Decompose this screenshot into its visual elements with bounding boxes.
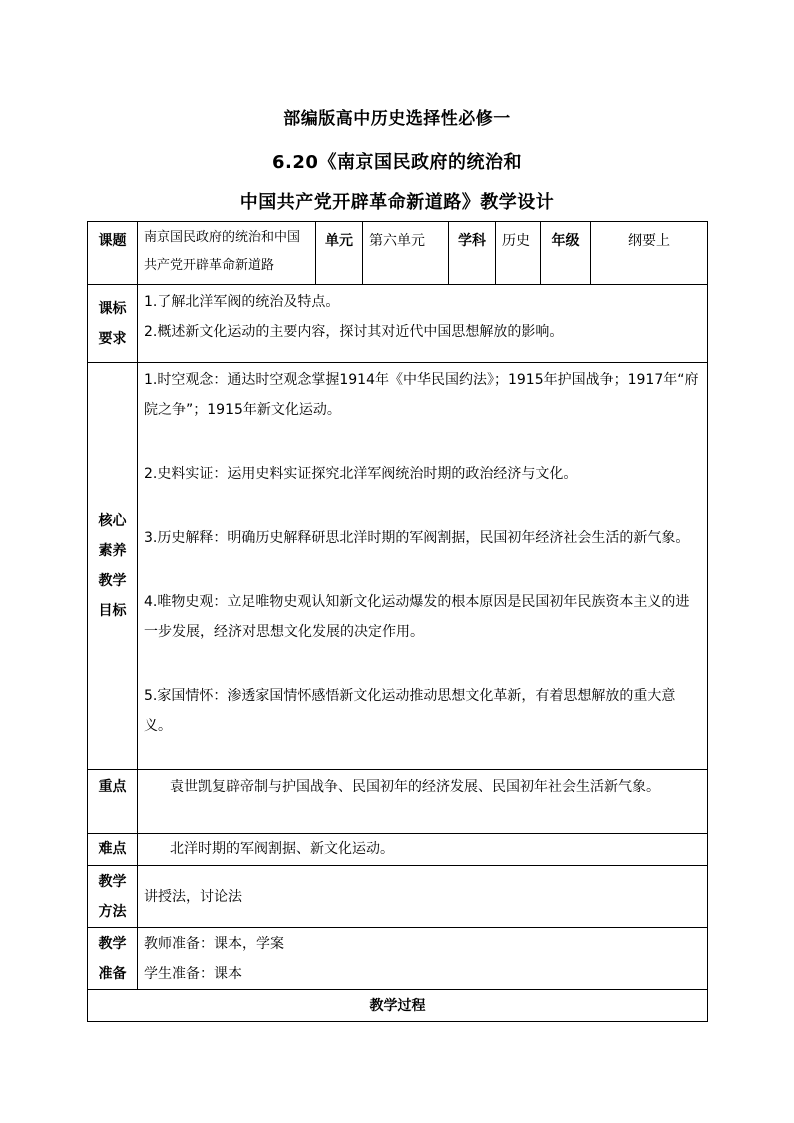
methods-label-b: 方法 [98, 903, 127, 920]
topic-value: 南京国民政府的统治和中国共产党开辟革命新道路 [138, 222, 316, 285]
prep-label [88, 928, 138, 990]
standards-label-a: 课标 [98, 300, 127, 317]
doc-title-line1: 部编版高中历史选择性必修一 [283, 109, 511, 129]
core-item: 1.时空观念：通达时空观念掌握1914年《中华民国约法》；1915年护国战争；1917年“府院之争”；1915年新文化运动。 [144, 372, 699, 418]
methods-text: 讲授法，讨论法 [138, 866, 708, 928]
prep-row [88, 928, 708, 990]
standards-label [88, 285, 138, 363]
core-label-c: 教学 [98, 573, 127, 589]
prep-content [138, 928, 708, 990]
unit-label: 单元 [316, 222, 363, 285]
subject-label: 学科 [449, 222, 496, 285]
core-item: 3.历史解释：明确历史解释研思北洋时期的军阀割据，民国初年经济社会生活的新气象。 [144, 530, 690, 546]
standards-content [138, 285, 708, 363]
standards-item: 1.了解北洋军阀的统治及特点。 [144, 294, 340, 310]
unit-value: 第六单元 [363, 222, 449, 285]
key-points-label: 重点 [88, 770, 138, 834]
methods-label-a: 教学 [98, 873, 127, 890]
core-label-b: 素养 [98, 543, 127, 559]
grade-label: 年级 [541, 222, 591, 285]
process-label: 教学过程 [88, 990, 708, 1022]
key-points-row [88, 770, 708, 834]
prep-teacher: 教师准备：课本，学案 [144, 935, 284, 952]
standards-row [88, 285, 708, 363]
core-row [88, 363, 708, 770]
doc-title-line2: 6.20《南京国民政府的统治和 [272, 152, 522, 173]
methods-row [88, 866, 708, 928]
info-row [88, 222, 708, 285]
prep-student: 学生准备：课本 [144, 965, 242, 982]
standards-item: 2.概述新文化运动的主要内容，探讨其对近代中国思想解放的影响。 [144, 324, 564, 340]
doc-title-line3: 中国共产党开辟革命新道路》教学设计 [239, 192, 555, 213]
core-label [88, 363, 138, 770]
core-label-d: 目标 [98, 603, 127, 619]
prep-label-a: 教学 [98, 935, 127, 952]
difficulties-row [88, 834, 708, 866]
topic-label: 课题 [88, 222, 138, 285]
key-points-text: 袁世凯复辟帝制与护国战争、民国初年的经济发展、民国初年社会生活新气象。 [138, 770, 708, 834]
difficulties-text: 北洋时期的军阀割据、新文化运动。 [138, 834, 708, 866]
core-item: 2.史料实证：运用史料实证探究北洋军阀统治时期的政治经济与文化。 [144, 466, 578, 482]
process-row [88, 990, 708, 1022]
core-label-a: 核心 [98, 513, 127, 529]
subject-value: 历史 [496, 222, 541, 285]
core-content [138, 363, 708, 770]
core-item: 5.家国情怀：渗透家国情怀感悟新文化运动推动思想文化革新，有着思想解放的重大意义。 [144, 688, 676, 734]
difficulties-label: 难点 [88, 834, 138, 866]
lesson-plan-table [87, 221, 708, 1022]
standards-label-b: 要求 [98, 330, 127, 347]
core-item: 4.唯物史观：立足唯物史观认知新文化运动爆发的根本原因是民国初年民族资本主义的进一步发展，经济对思想文化发展的决定作用。 [144, 594, 690, 640]
grade-value: 纲要上 [591, 222, 708, 285]
prep-label-b: 准备 [98, 965, 127, 982]
methods-label [88, 866, 138, 928]
